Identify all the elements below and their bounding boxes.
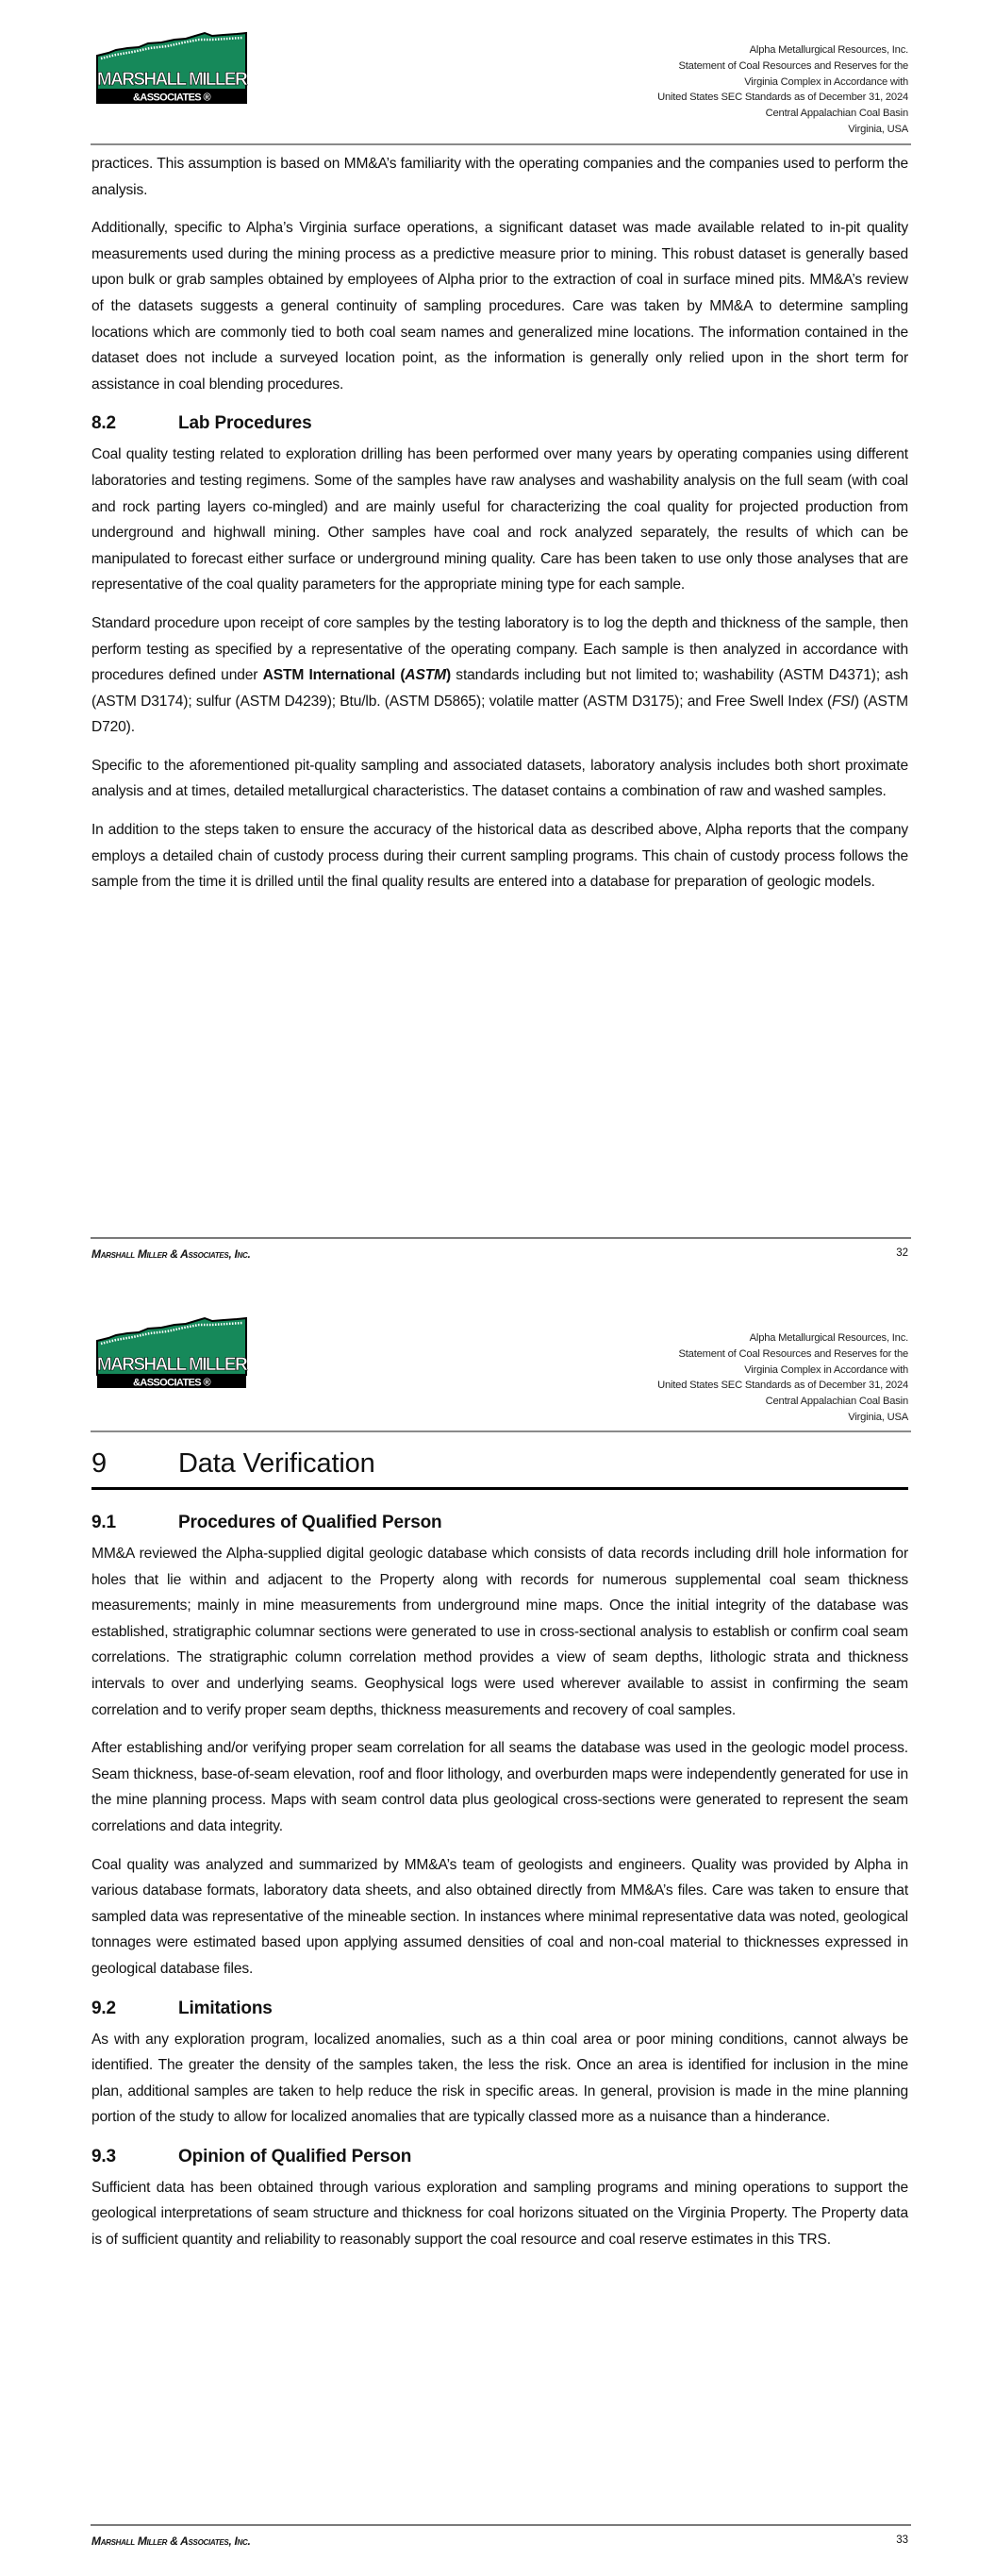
paragraph: In addition to the steps taken to ensure the accuracy of the historical data as described above, Alpha reports that the company employs a detailed chain of custody process during their current sampling programs. This chain of custody process follows the sample from the time it is drilled until the final quality results are entered into a database for preparation of geologic models. [91,822,908,891]
header-divider [91,1430,911,1432]
fsi-abbr: FSI [832,693,854,710]
chapter-number: 9 [91,1448,107,1479]
page-number: 32 [896,1247,908,1259]
header-line: Central Appalachian Coal Basin [765,108,908,120]
header-line: Alpha Metallurgical Resources, Inc. [749,44,908,56]
marshall-miller-logo [95,1316,248,1390]
footer-divider [91,1237,911,1239]
astm-abbr: ASTM [405,667,446,684]
text-run: ( [395,667,406,684]
page-body [91,151,908,908]
footer-company: Marshall Miller & Associates, Inc. [91,2534,251,2548]
document-header [657,1330,908,1426]
section-heading-8-2 [91,410,908,438]
section-number: 9.3 [91,2146,116,2166]
section-number: 9.1 [91,1513,116,1532]
header-line: United States SEC Standards as of December 31, 2024 [657,1380,908,1392]
header-line: Central Appalachian Coal Basin [765,1396,908,1408]
page-footer [91,1247,908,1261]
paragraph: Coal quality was analyzed and summarized by MM&A’s team of geologists and engineers. Quality was provided by Alpha in various database formats, laboratory data sheets, and also obtained directly from MM&A’s files. Care was taken to ensure that sampled data was representative of the mineable section. In instances where minimal representative data was noted, geological tonnages were estimated based upon applying assumed densities of coal and non-coal material to thicknesses expressed in geological database files. [91,1856,908,1977]
paragraph: practices. This assumption is based on MM&A’s familiarity with the operating companies and the companies used to perform the analysis. [91,156,908,198]
page-number: 33 [896,2534,908,2546]
section-heading-9-3 [91,2143,908,2171]
paragraph: Coal quality testing related to exploration drilling has been performed over many years by operating companies using different laboratories and testing regimens. Some of the samples have raw analyses and washability analysis on the full seam (with coal and rock parting layers co-mingled) and are mainly useful for characterizing the coal quality for projected production from underground and highwall mining. Other samples have coal and rock analyzed separately, the results of which can be manipulated to forecast either surface or underground mining quality. Care has been taken to use only those analyses that are representative of the coal quality parameters for the appropriate mining type for each sample. [91,446,908,594]
header-line: United States SEC Standards as of December 31, 2024 [657,92,908,104]
header-line: Virginia Complex in Accordance with [744,1363,908,1376]
header-line: Alpha Metallurgical Resources, Inc. [749,1332,908,1344]
section-title: Opinion of Qualified Person [178,2146,412,2166]
paragraph: Sufficient data has been obtained through various exploration and sampling programs and mining operations to support the geological interpretations of seam structure and thickness for coal horizons situated on the Virginia Property. The Property data is of sufficient quantity and reliability to reasonably support the coal resource and coal reserve estimates in this TRS. [91,2179,908,2249]
section-number: 8.2 [91,413,116,434]
text-run: standards including but not limited to; washability (ASTM D4371); ash (ASTM D3174); sulfur (ASTM D4239); Btu/lb. (ASTM D5865); volatile matter (ASTM D3175); and Free Swell Index ( [91,667,908,710]
section-title: Limitations [178,1998,273,2018]
svg-text:MARSHALL MILLER: MARSHALL MILLER [96,70,247,90]
paragraph: MM&A reviewed the Alpha-supplied digital geologic database which consists of data records including drill hole information for holes that lie within and adjacent to the Property along with records for numerous supplemental coal seam thickness measurements; mainly in mine measurements from underground mine maps. Once the initial integrity of the database was established, stratigraphic columnar sections were generated to use in cross-sectional analysis to establish or confirm coal seam correlations. The stratigraphic column correlation method provides a view of seam depths, lithologic strata and thickness intervals to over and underlying seams. Geophysical logs were used wherever available to assist in confirming the seam correlation and to verify proper seam depths, thickness measurements and recovery of coal samples. [91,1546,908,1718]
paragraph-astm [91,611,908,741]
svg-text:&ASSOCIATES ®: &ASSOCIATES ® [133,92,210,104]
page-body [91,1442,908,2266]
marshall-miller-logo [95,31,248,105]
page-footer [91,2534,908,2548]
chapter-heading-9 [91,1442,908,1490]
paragraph: After establishing and/or verifying proper seam correlation for all seams the database was used in the geologic model process. Seam thickness, base-of-seam elevation, roof and floor lithology, and overburden maps were independently generated for use in the mine planning process. Maps with seam control data plus geological cross-sections were generated to represent the seam correlations and data integrity. [91,1740,908,1834]
paragraph: As with any exploration program, localized anomalies, such as a thin coal area or poor mining conditions, cannot always be identified. The greater the density of the samples taken, the less the risk. Once an area is identified for inclusion in the mine plan, additional samples are taken to help reduce the risk in specific areas. In general, provision is made in the mine planning portion of the study to allow for localized anomalies that are typically classed more as a nuisance than a hinderance. [91,2031,908,2126]
astm-bold: ASTM International [262,667,396,684]
section-title: Lab Procedures [178,413,312,434]
svg-text:&ASSOCIATES ®: &ASSOCIATES ® [133,1377,210,1389]
section-heading-9-2 [91,1995,908,2023]
section-title: Procedures of Qualified Person [178,1513,442,1532]
paragraph: Additionally, specific to Alpha’s Virginia surface operations, a significant dataset was made available related to in-pit quality measurements used during the mining process as a predictive measure prior to mining. This robust dataset is generally based upon bulk or grab samples obtained by employees of Alpha prior to the extraction of coal in surface mined pits. MM&A’s review of the datasets suggests a general continuity of sampling procedures. Care was taken by MM&A to determine sampling locations which are commonly tied to both coal seam names and generalized mine locations. The information contained in the dataset does not include a surveyed location point, as the information is generally only relied upon in the short term for assistance in coal blending procedures. [91,220,908,393]
text-run: ) [445,667,452,684]
header-line: Statement of Coal Resources and Reserves for the [678,59,908,72]
paragraph: Specific to the aforementioned pit-quality sampling and associated datasets, laboratory analysis includes both short proximate analysis and at times, detailed metallurgical characteristics. The dataset contains a combination of raw and washed samples. [91,757,908,800]
document-header [657,42,908,138]
header-line: Virginia, USA [848,123,908,135]
section-number: 9.2 [91,1998,116,2018]
chapter-title: Data Verification [178,1448,375,1479]
text-run: ) (ASTM D720). [91,693,908,736]
footer-divider [91,2524,911,2526]
svg-text:MARSHALL MILLER: MARSHALL MILLER [96,1355,247,1375]
header-line: Virginia, USA [848,1411,908,1423]
header-divider [91,143,911,145]
text-run: Standard procedure upon receipt of core samples by the testing laboratory is to log the depth and thickness of the sample, then perform testing as specified by a representative of the operating company. Each sample is then analyzed in accordance with procedures defined under [91,614,908,684]
footer-company: Marshall Miller & Associates, Inc. [91,1247,251,1261]
page-33 [0,1288,995,2576]
header-line: Virginia Complex in Accordance with [744,75,908,88]
section-heading-9-1 [91,1509,908,1537]
header-line: Statement of Coal Resources and Reserves for the [678,1347,908,1360]
